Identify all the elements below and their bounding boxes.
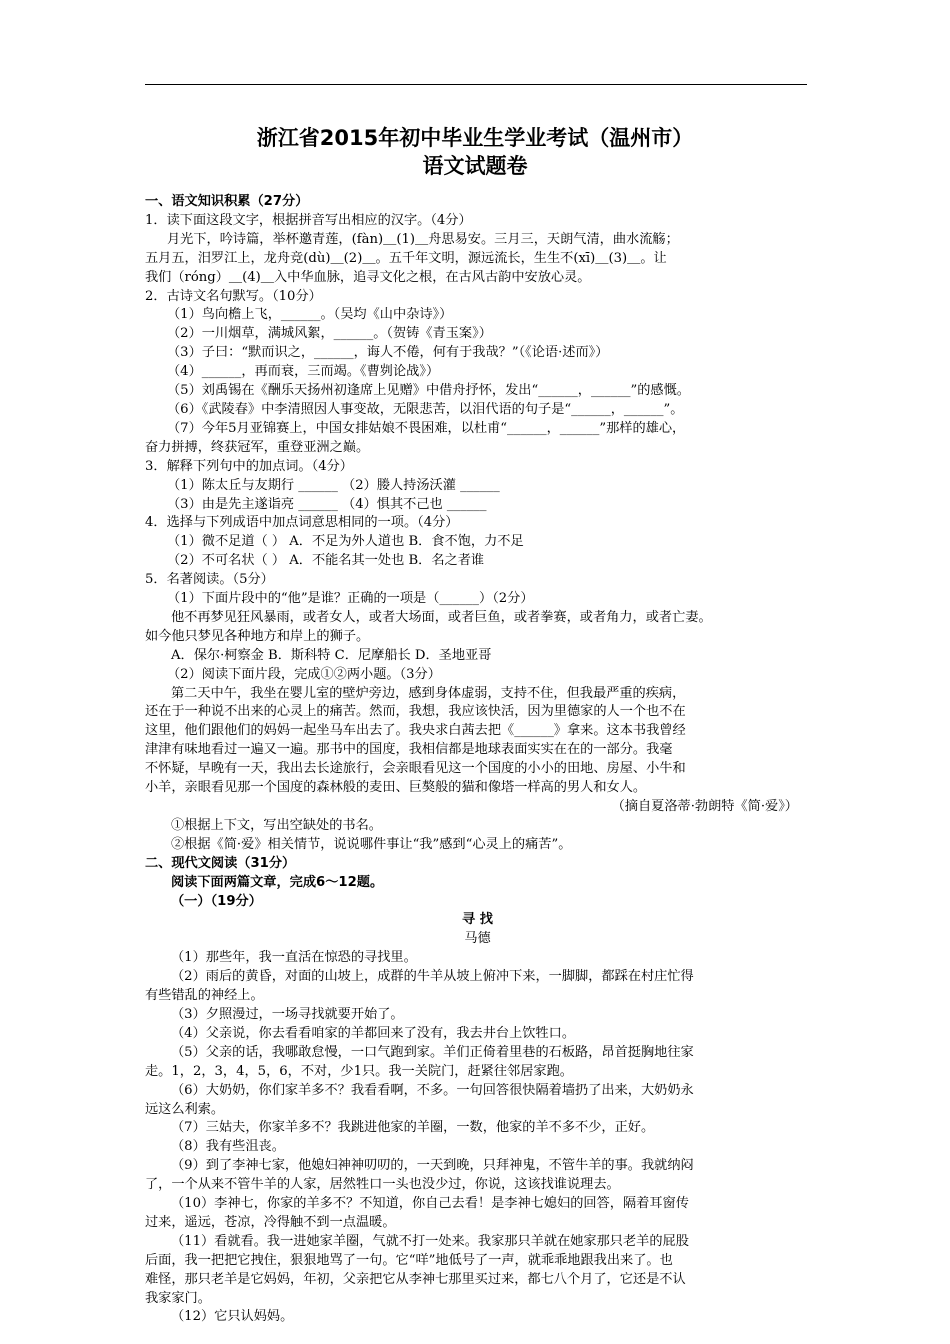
- text-line: （1）微不足道（ ） A．不足为外人道也 B．食不饱，力不足: [167, 534, 524, 550]
- text-line: （一）（19分）: [171, 893, 262, 909]
- text-line: 他不再梦见狂风暴雨，或者女人，或者大场面，或者巨鱼，或者拳赛，或者角力，或者亡妻。: [171, 609, 712, 625]
- text-line: （1）鸟向檐上飞，______。（吴均《山中杂诗》）: [167, 307, 453, 323]
- text-line: （5）父亲的话，我哪敢怠慢，一口气跑到家。羊们正倚着里巷的石板路，昂首挺胸地往家: [171, 1044, 694, 1060]
- exam-content: [145, 193, 810, 1327]
- text-line: （4）父亲说，你去看看咱家的羊都回来了没有，我去井台上饮牲口。: [171, 1025, 576, 1041]
- text-line: （1）陈太丘与友期行 ______ （2）媵人持汤沃灌 ______: [167, 477, 500, 493]
- text-line: （3）由是先主遂诣亮 ______ （4）惧其不己也 ______: [167, 496, 487, 512]
- text-line: 一、语文知识积累（27分）: [145, 194, 309, 209]
- text-line: 寻 找: [462, 912, 493, 928]
- text-line: 5．名著阅读。（5分）: [145, 572, 274, 588]
- text-line: 还在于一种说不出来的心灵上的痛苦。然而，我想，我应该快活，因为里德家的人一个也不在: [145, 704, 686, 720]
- text-line: ②根据《简·爱》相关情节，说说哪件事让“我”感到“心灵上的痛苦”。: [171, 836, 572, 852]
- text-line: 五月五，汨罗江上，龙舟竞(dù)＿(2)＿。五千年文明，源远流长，生生不(xī)＿(3)＿。让: [145, 250, 667, 266]
- text-line: 后面，我一把把它拽住，狠狠地骂了一句。它“咩”地低号了一声，就乖乖地跟我出来了。也: [145, 1252, 673, 1268]
- text-line: （2）阅读下面片段，完成①②两小题。（3分）: [167, 666, 441, 682]
- text-line: （2）不可名状（ ） A．不能名其一处也 B．名之者谁: [167, 553, 485, 569]
- text-line: 远这么利索。: [145, 1101, 225, 1117]
- text-line: 月光下，吟诗篇，举杯邀青莲，(fàn)＿(1)＿舟思易安。三月三，天朗气清，曲水流觞；: [167, 231, 679, 247]
- text-line: 不怀疑，早晚有一天，我出去长途旅行，会亲眼看见这一个国度的小小的田地、房屋、小牛和: [145, 761, 686, 777]
- text-line: （7）三姑夫，你家羊多不？我跳进他家的羊圈，一数，他家的羊不多不少，正好。: [171, 1120, 655, 1136]
- text-line: （3）夕照漫过，一场寻找就要开始了。: [171, 1006, 404, 1022]
- text-line: 奋力拼搏，终获冠军，重登亚洲之巅。: [145, 439, 370, 455]
- page-subtitle: 语文试题卷: [422, 154, 528, 178]
- text-line: 走。1，2，3，4，5，6，不对，少1只。我一关院门，赶紧往邻居家跑。: [145, 1063, 573, 1079]
- text-line: A．保尔·柯察金 B．斯科特 C．尼摩船长 D．圣地亚哥: [171, 647, 492, 663]
- text-line: （8）我有些沮丧。: [171, 1139, 285, 1155]
- text-line: （9）到了李神七家，他媳妇神神叨叨的，一天到晚，只拜神鬼，不管牛羊的事。我就纳闷: [171, 1158, 694, 1174]
- page-title: 浙江省2015年初中毕业生学业考试（温州市）: [256, 126, 694, 150]
- text-line: 津津有味地看过一遍又一遍。那书中的国度，我相信都是地球表面实实在在的一部分。我毫: [145, 742, 673, 758]
- text-line: （摘自夏洛蒂·勃朗特《简·爱》）: [611, 799, 798, 814]
- text-line: 如今他只梦见各种地方和岸上的狮子。: [145, 628, 370, 644]
- text-line: （7）今年5月亚锦赛上，中国女排姑娘不畏困难，以杜甫“______，______”那样的雄心，: [167, 420, 686, 436]
- text-line: （2）一川烟草，满城风絮，______。（贺铸《青玉案》）: [167, 326, 492, 342]
- text-line: （6）大奶奶，你们家羊多不？我看看啊，不多。一句回答很快隔着墙扔了出来，大奶奶永: [171, 1082, 694, 1098]
- text-line: （12）它只认妈妈。: [171, 1309, 294, 1325]
- text-line: （2）雨后的黄昏，对面的山坡上，成群的牛羊从坡上俯冲下来，一脚脚，都踩在村庄忙得: [171, 969, 694, 985]
- text-line: （3）子曰：“默而识之，______，诲人不倦，何有于我哉？”（《论语·述而》）: [167, 345, 609, 361]
- text-line: （1）下面片段中的“他”是谁？正确的一项是（______）（2分）: [167, 591, 534, 607]
- text-line: 我们（róng）＿(4)＿入中华血脉，追寻文化之根，在古风古韵中安放心灵。: [145, 269, 591, 285]
- text-line: 了，一个从来不管牛羊的人家，居然牲口一头也没少过，你说，这该找谁说理去。: [145, 1177, 620, 1193]
- text-line: 这里，他们跟他们的妈妈一起坐马车出去了。我央求白茜去把《______》拿来。这本书我曾经: [145, 723, 686, 739]
- text-line: 阅读下面两篇文章，完成6～12题。: [171, 874, 384, 890]
- text-line: ①根据上下文，写出空缺处的书名。: [171, 817, 382, 833]
- text-line: 2．古诗文名句默写。（10分）: [145, 288, 322, 304]
- text-line: 小羊，亲眼看见那一个国度的森林般的麦田、巨獒般的猫和像塔一样高的男人和女人。: [145, 780, 647, 796]
- text-line: （5）刘禹锡在《酬乐天扬州初逢席上见赠》中借舟抒怀，发出“______，______”的感慨。: [167, 383, 690, 399]
- text-line: 过来，遥远，苍凉，冷得触不到一点温暖。: [145, 1214, 396, 1230]
- text-line: 二、现代文阅读（31分）: [145, 855, 296, 871]
- text-line: （4）______，再而衰，三而竭。《曹刿论战》）: [167, 364, 440, 380]
- header-rule: [145, 84, 807, 85]
- text-line: 马德: [464, 931, 491, 947]
- text-line: （6）《武陵春》中李清照因人事变故，无限悲苦，以泪代语的句子是“______，______”。: [167, 401, 684, 417]
- text-line: 4．选择与下列成语中加点词意思相同的一项。（4分）: [145, 515, 459, 531]
- text-line: 3．解释下列句中的加点词。（4分）: [145, 458, 353, 474]
- text-line: （10）李神七，你家的羊多不？不知道，你自己去看！是李神七媳妇的回答，隔着耳窗传: [171, 1196, 689, 1212]
- text-line: 难怪，那只老羊是它妈妈，年初，父亲把它从李神七那里买过来，都七八个月了，它还是不认: [145, 1271, 686, 1287]
- text-line: （11）看就看。我一进她家羊圈，气就不打一处来。我家那只羊就在她家那只老羊的屁股: [171, 1233, 689, 1249]
- text-line: 第二天中午，我坐在婴儿室的壁炉旁边，感到身体虚弱，支持不住，但我最严重的疾病，: [171, 685, 686, 701]
- text-line: 有些错乱的神经上。: [145, 988, 264, 1004]
- text-line: （1）那些年，我一直活在惊恐的寻找里。: [171, 950, 417, 966]
- text-line: 1．读下面这段文字，根据拼音写出相应的汉字。（4分）: [145, 212, 472, 228]
- text-line: 我家家门。: [145, 1290, 211, 1306]
